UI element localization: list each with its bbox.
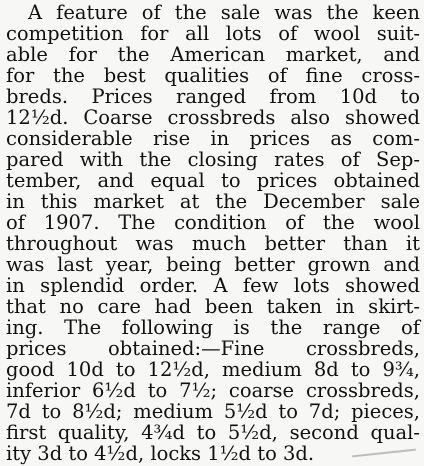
- article-line: inferior 6½d to 7½; coarse crossbreds,: [6, 379, 420, 402]
- article-line: was last year, being better grown and: [6, 253, 420, 276]
- article-line: breds. Prices ranged from 10d to: [6, 85, 420, 108]
- article-line: prices obtained:—Fine crossbreds,: [6, 337, 420, 360]
- article-line: in splendid order. A few lots showed: [6, 274, 420, 297]
- article-line: good 10d to 12½d, medium 8d to 9¾,: [6, 358, 420, 381]
- ink-smudge: [352, 449, 416, 458]
- article-line: first quality, 4¾d to 5½d, second qual-: [6, 421, 420, 444]
- article-line: A feature of the sale was the keen: [28, 1, 420, 24]
- article-line: 12½d. Coarse crossbreds also showed: [6, 106, 420, 129]
- article-line: able for the American market, and: [6, 43, 420, 66]
- article-line: considerable rise in prices as com-: [6, 127, 420, 150]
- article-line: throughout was much better than it: [6, 232, 420, 255]
- article-line: pared with the closing rates of Sep-: [6, 148, 420, 171]
- article-line: of 1907. The condition of the wool: [6, 211, 420, 234]
- article-line: for the best qualities of fine cross-: [6, 64, 420, 87]
- article-line: tember, and equal to prices obtained: [6, 169, 420, 192]
- article-line: that no care had been taken in skirt-: [6, 295, 420, 318]
- article-line: in this market at the December sale: [6, 190, 420, 213]
- article-line: competition for all lots of wool suit-: [6, 22, 420, 45]
- article-line: ing. The following is the range of: [6, 316, 420, 339]
- article-line: ity 3d to 4½d, locks 1½d to 3d.: [6, 442, 315, 465]
- article-line: 7d to 8½d; medium 5½d to 7d; pieces,: [6, 400, 420, 423]
